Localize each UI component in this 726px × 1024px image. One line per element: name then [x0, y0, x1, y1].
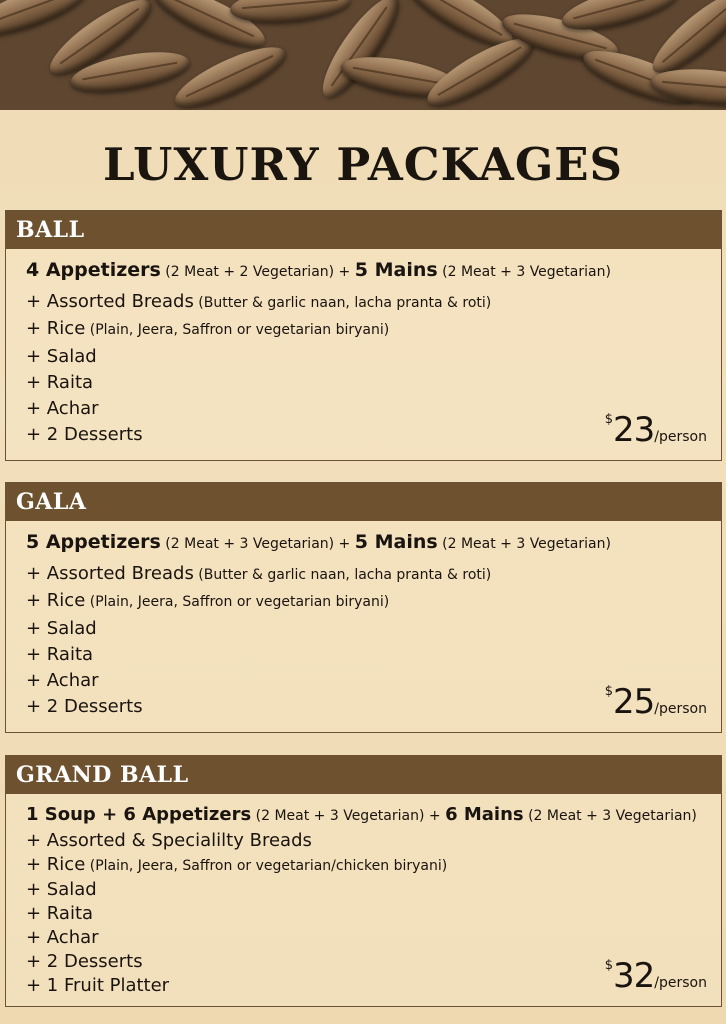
- item-name: + Achar: [26, 670, 99, 692]
- item-name: + Salad: [26, 345, 97, 367]
- package-price: [605, 410, 707, 450]
- price-unit: /person: [654, 701, 707, 717]
- item-name: + Assorted Breads: [26, 563, 194, 584]
- package-headline: [26, 259, 721, 281]
- item-name: + Raita: [26, 903, 94, 924]
- item-note: (Butter & garlic naan, lacha pranta & roti): [193, 567, 492, 583]
- package-name: GRAND BALL: [6, 756, 721, 794]
- package-price: [605, 682, 707, 722]
- item-name: + Achar: [26, 927, 99, 948]
- package-headline: [26, 804, 721, 825]
- price-currency: $: [604, 684, 614, 699]
- item-name: + Achar: [26, 398, 99, 420]
- item-name: + 2 Desserts: [26, 696, 143, 718]
- course-count: 6 Mains: [445, 804, 524, 825]
- price-currency: $: [604, 412, 614, 427]
- item-name: + 2 Desserts: [26, 951, 143, 972]
- list-item: [26, 316, 721, 343]
- item-name: + Salad: [26, 617, 97, 639]
- list-item: [26, 616, 721, 642]
- cumin-seeds-banner-image: [0, 0, 726, 110]
- course-breakdown: (2 Meat + 3 Vegetarian): [523, 808, 697, 824]
- price-unit: /person: [654, 975, 707, 991]
- package-details: [6, 521, 721, 732]
- package-headline: [26, 531, 721, 553]
- package-card: [5, 755, 722, 1007]
- price-unit: /person: [654, 429, 707, 445]
- list-item: [26, 829, 721, 853]
- package-name: GALA: [6, 483, 721, 521]
- item-name: + Assorted & Specialilty Breads: [26, 830, 312, 851]
- item-name: + Rice: [26, 318, 86, 340]
- course-count: 5 Appetizers: [26, 531, 161, 553]
- item-name: + Raita: [26, 643, 94, 665]
- page-title: LUXURY PACKAGES: [102, 138, 624, 191]
- item-name: + Rice: [26, 854, 86, 875]
- item-note: (Plain, Jeera, Saffron or vegetarian biryani): [85, 594, 390, 611]
- course-breakdown: (2 Meat + 3 Vegetarian) +: [251, 808, 446, 824]
- list-item: [26, 588, 721, 615]
- price-amount: 25: [613, 682, 655, 722]
- course-breakdown: (2 Meat + 3 Vegetarian) +: [160, 536, 355, 552]
- item-name: + Salad: [26, 879, 97, 900]
- course-breakdown: (2 Meat + 3 Vegetarian): [437, 536, 611, 552]
- item-name: + 2 Desserts: [26, 424, 143, 446]
- course-breakdown: (2 Meat + 3 Vegetarian): [437, 264, 611, 280]
- list-item: [26, 289, 721, 316]
- course-count: 4 Appetizers: [26, 259, 161, 281]
- price-currency: $: [604, 958, 614, 973]
- package-card: [5, 482, 722, 733]
- package-card: [5, 210, 722, 461]
- list-item: [26, 642, 721, 668]
- item-name: + Rice: [26, 590, 86, 612]
- list-item: [26, 344, 721, 370]
- course-count: 5 Mains: [354, 531, 438, 553]
- list-item: [26, 853, 721, 878]
- price-amount: 32: [613, 956, 655, 996]
- item-note: (Plain, Jeera, Saffron or vegetarian/chicken biryani): [85, 858, 448, 874]
- list-item: [26, 561, 721, 588]
- price-amount: 23: [613, 410, 655, 450]
- list-item: [26, 902, 721, 926]
- package-price: [605, 956, 707, 996]
- list-item: [26, 926, 721, 950]
- item-note: (Plain, Jeera, Saffron or vegetarian biryani): [85, 322, 390, 339]
- package-name: BALL: [6, 211, 721, 249]
- course-count: 1 Soup + 6 Appetizers: [26, 804, 252, 825]
- list-item: [26, 878, 721, 902]
- item-name: + Raita: [26, 371, 94, 393]
- item-name: + Assorted Breads: [26, 291, 194, 312]
- package-details: [6, 794, 721, 1006]
- item-note: (Butter & garlic naan, lacha pranta & roti): [193, 295, 492, 311]
- item-name: + 1 Fruit Platter: [26, 975, 170, 996]
- course-breakdown: (2 Meat + 2 Vegetarian) +: [160, 264, 355, 280]
- list-item: [26, 370, 721, 396]
- course-count: 5 Mains: [354, 259, 438, 281]
- package-details: [6, 249, 721, 460]
